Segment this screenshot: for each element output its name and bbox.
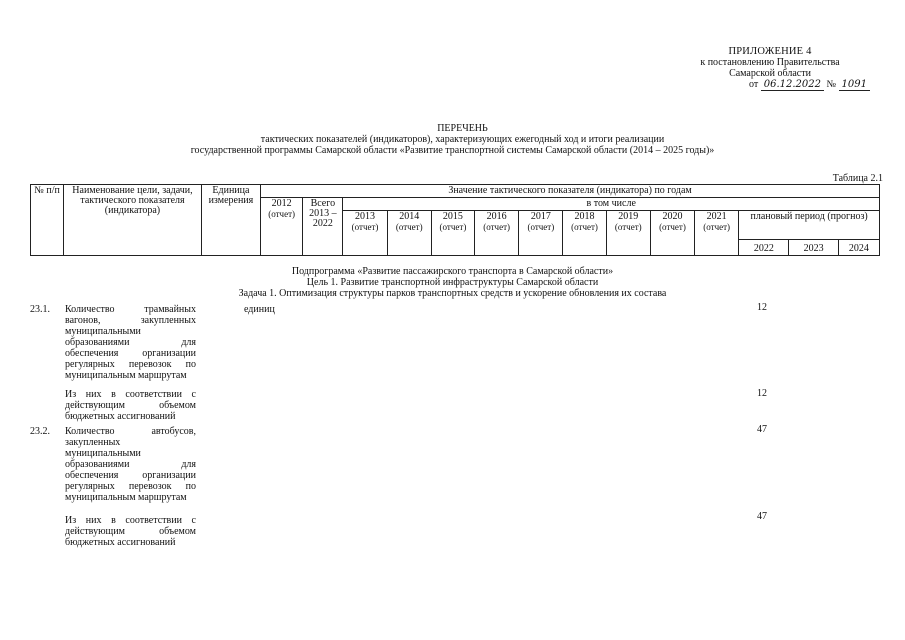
appendix-line-2: Самарской области [729, 68, 811, 79]
task-title: Задача 1. Оптимизация структуры парков транспортных средств и ускорение обновления их состава [238, 288, 667, 299]
number-value: 1091 [839, 79, 870, 91]
report-label: (отчет) [395, 222, 423, 232]
report-label: (отчет) [483, 222, 511, 232]
year-header [387, 211, 431, 256]
indicator-table-header [30, 184, 880, 256]
heading-line-1: тактических показателей (индикаторов), характеризующих ежегодный ход и итоги реализации [260, 134, 665, 145]
appendix-date-line [640, 79, 900, 90]
year-label: 2017 [530, 211, 551, 222]
number-prefix: № [826, 79, 837, 90]
subprogram-title: Подпрограмма «Развитие пассажирского транспорта в Самарской области» [291, 266, 614, 277]
year-2012-header [261, 198, 303, 256]
report-label: (отчет) [703, 222, 731, 232]
section-headings [0, 266, 905, 299]
report-label: (отчет) [571, 222, 598, 232]
year-header [475, 211, 519, 256]
col-values-header: Значение тактического показателя (индикатора) по годам [261, 185, 880, 198]
appendix-title: ПРИЛОЖЕНИЕ 4 [728, 46, 812, 57]
year-header [519, 211, 563, 256]
col-unit-header: Единица измерения [201, 185, 260, 256]
indicator-sub-value: 12 [757, 388, 767, 399]
year-label: 2021 [706, 211, 727, 222]
total-range-label: 2013 – 2022 [309, 208, 337, 229]
goal-title: Цель 1. Развитие транспортной инфраструктуры Самарской области [306, 277, 599, 288]
indicator-name: Количество автобусов, закупленных муниципальными образованиями для обеспечения организации регулярных перевозок по муниципальным маршрутам [65, 426, 196, 503]
row-number: 23.2. [30, 426, 50, 437]
report-label: (отчет) [439, 222, 467, 232]
report-label: (отчет) [268, 209, 296, 219]
year-header [431, 211, 474, 256]
indicator-value: 47 [757, 424, 767, 435]
indicator-sub-value: 47 [757, 511, 767, 522]
in-total-header: в том числе [343, 198, 880, 211]
indicator-value: 12 [757, 302, 767, 313]
date-prefix: от [748, 79, 759, 90]
indicator-name: Количество трамвайных вагонов, закупленных муниципальными образованиями для обеспечения организации регулярных перевозок по муниципальным маршрутам [65, 304, 196, 381]
appendix-block [640, 46, 900, 90]
year-header [606, 211, 650, 256]
indicator-sub-name: Из них в соответствии с действующим объемом бюджетных ассигнований [65, 389, 196, 422]
date-value: 06.12.2022 [761, 79, 824, 91]
year-header [343, 211, 387, 256]
report-label: (отчет) [614, 222, 642, 232]
total-label: Всего [310, 198, 336, 209]
year-label: 2014 [399, 211, 420, 222]
report-label: (отчет) [351, 222, 379, 232]
year-label: 2020 [662, 211, 683, 222]
year-label: 2019 [618, 211, 639, 222]
indicator-sub-name: Из них в соответствии с действующим объемом бюджетных ассигнований [65, 515, 196, 548]
heading-line-2: государственной программы Самарской области «Развитие транспортной системы Самарской области (2014 – 2025 годы)» [190, 145, 715, 156]
year-label: 2016 [486, 211, 507, 222]
year-header [563, 211, 606, 256]
year-header [695, 211, 739, 256]
planned-period-header: плановый период (прогноз) [739, 211, 880, 240]
plan-year-header: 2024 [838, 240, 879, 256]
col-num-header: № п/п [31, 185, 64, 256]
row-number: 23.1. [30, 304, 50, 315]
heading-title: ПЕРЕЧЕНЬ [437, 123, 488, 134]
year-label: 2018 [574, 211, 595, 222]
year-label: 2013 [355, 211, 376, 222]
table-number: Таблица 2.1 [832, 173, 883, 184]
plan-year-header: 2023 [789, 240, 838, 256]
year-header [650, 211, 694, 256]
report-label: (отчет) [527, 222, 555, 232]
plan-year-header: 2022 [739, 240, 789, 256]
document-heading [0, 123, 905, 156]
col-name-header: Наименование цели, задачи, тактического показателя (индикатора) [64, 185, 202, 256]
total-header [303, 198, 343, 256]
indicator-unit: единиц [244, 304, 275, 315]
year-label: 2015 [442, 211, 463, 222]
year-2012-label: 2012 [271, 198, 292, 209]
report-label: (отчет) [659, 222, 686, 232]
appendix-line-1: к постановлению Правительства [700, 57, 840, 68]
